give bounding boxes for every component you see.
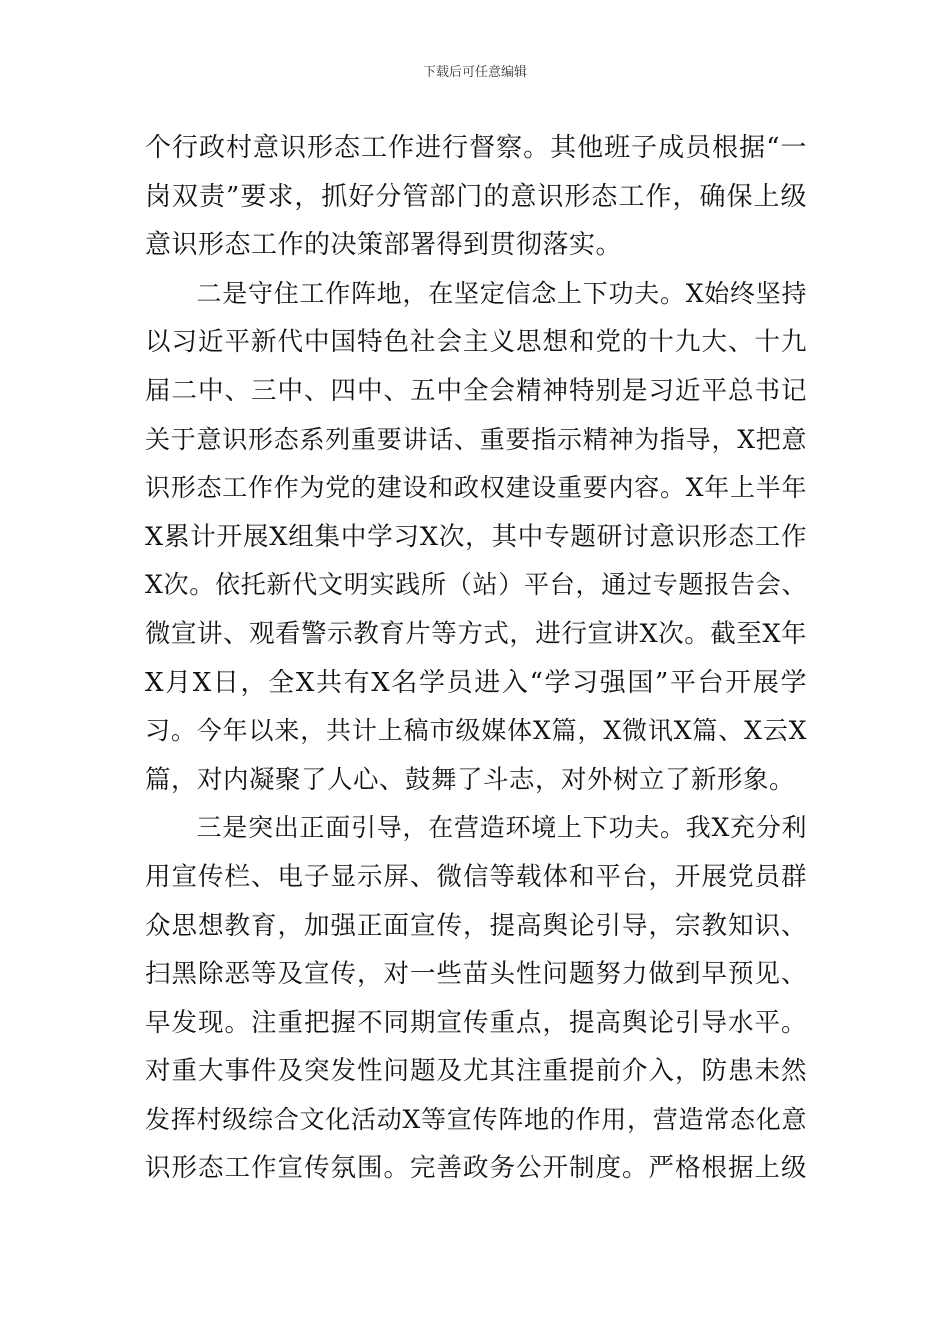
text-line: X次。依托新代文明实践所（站）平台，通过专题报告会、: [145, 570, 807, 600]
text-line: 对重大事件及突发性问题及尤其注重提前介入，防患未然: [145, 1056, 807, 1087]
text-line: 篇，对内凝聚了人心、鼓舞了斗志，对外树立了新形象。: [145, 764, 796, 795]
text-line: X累计开展X组集中学习X次，其中专题研讨意识形态工作: [145, 521, 807, 552]
text-line: 岗双责”要求，抓好分管部门的意识形态工作，确保上级: [145, 181, 807, 212]
text-line: 用宣传栏、电子显示屏、微信等载体和平台，开展党员群: [145, 861, 807, 892]
text-line: 个行政村意识形态工作进行督察。其他班子成员根据“一: [145, 133, 807, 163]
text-line: 意识形态工作的决策部署得到贯彻落实。: [145, 230, 623, 261]
text-line: 发挥村级综合文化活动X等宣传阵地的作用，营造常态化意: [145, 1104, 807, 1134]
text-line: 众思想教育，加强正面宣传，提高舆论引导，宗教知识、: [145, 910, 807, 941]
text-line: 关于意识形态系列重要讲话、重要指示精神为指导，X把意: [145, 424, 807, 454]
text-line: 届二中、三中、四中、五中全会精神特别是习近平总书记: [145, 375, 807, 406]
text-line: 二是守住工作阵地，在坚定信念上下功夫。X始终坚持: [145, 278, 807, 308]
text-line: 微宣讲、观看警示教育片等方式，进行宣讲X次。截至X年: [145, 618, 807, 649]
text-line: 早发现。注重把握不同期宣传重点，提高舆论引导水平。: [145, 1007, 807, 1038]
text-line: 识形态工作作为党的建设和政权建设重要内容。X年上半年: [145, 473, 807, 503]
text-line: 以习近平新代中国特色社会主义思想和党的十九大、十九: [145, 327, 807, 358]
text-line: X月X日，全X共有X名学员进入“学习强国”平台开展学: [145, 667, 807, 698]
page-header: 下载后可任意编辑: [422, 65, 527, 80]
document-body: [145, 124, 807, 1193]
text-line: 识形态工作宣传氛围。完善政务公开制度。严格根据上级: [145, 1153, 807, 1184]
text-line: 扫黑除恶等及宣传，对一些苗头性问题努力做到早预见、: [145, 959, 807, 990]
text-line: 三是突出正面引导，在营造环境上下功夫。我X充分利: [145, 813, 807, 843]
text-line: 习。今年以来，共计上稿市级媒体X篇，X微讯X篇、X云X: [145, 716, 807, 746]
